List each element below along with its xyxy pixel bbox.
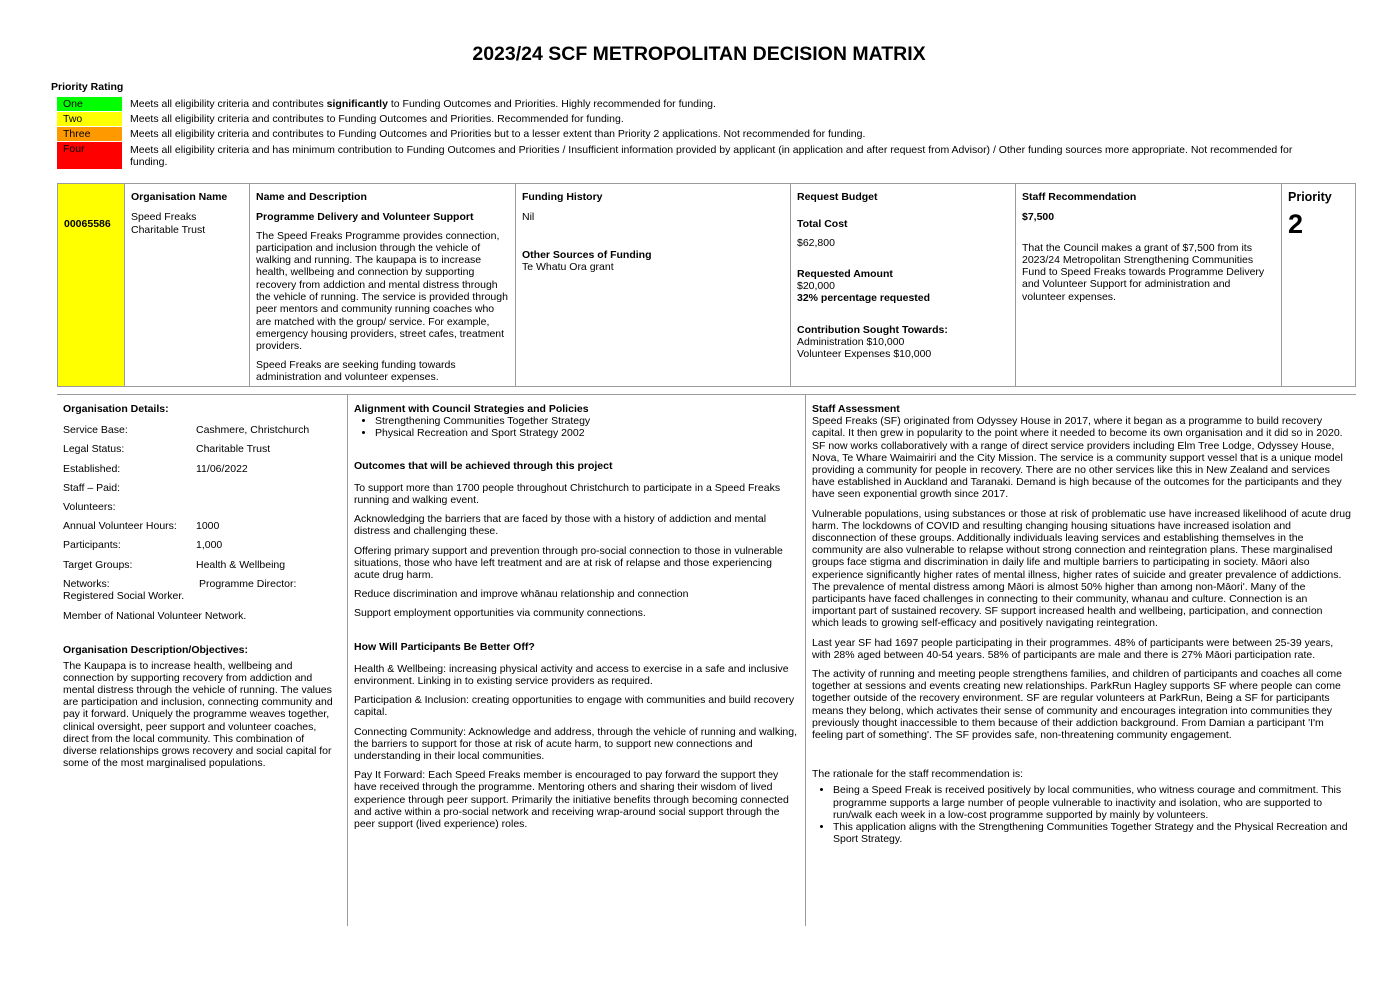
outcome-item: Offering primary support and prevention through pro-social connection to those in vulnerable situations, those who have left treatment and are at risk of relapse and those experiencing acute drug harm.: [354, 544, 783, 582]
requested-amount-label: Requested Amount: [797, 267, 893, 280]
priority-header: Priority: [1288, 190, 1332, 204]
org-details-section: [63, 403, 340, 769]
outcomes-heading: Outcomes that will be achieved through this project: [354, 459, 613, 472]
org-name-header: Organisation Name: [131, 191, 228, 203]
rationale-item: • This application aligns with the Strengthening Communities Together Strategy and the Physical Recreation and Sport Strategy.: [833, 821, 1352, 845]
project-name: Programme Delivery and Volunteer Support: [256, 211, 474, 224]
percent-requested: 32% percentage requested: [797, 292, 931, 305]
column-divider-2: [805, 395, 806, 926]
detail-legal-status: Legal Status: Charitable Trust: [63, 443, 271, 456]
detail-networks-cont: Registered Social Worker.: [63, 589, 185, 602]
staff-assessment-heading: Staff Assessment: [812, 403, 900, 415]
funding-history-cell: [516, 184, 791, 386]
other-sources-header: Other Sources of Funding: [522, 248, 652, 261]
staff-recommendation-cell: [1016, 184, 1282, 386]
priority-desc-one: Meets all eligibility criteria and contributes significantly to Funding Outcomes and Priorities. Highly recommended for funding.: [130, 98, 716, 110]
outcome-item: Acknowledging the barriers that are faced by those with a history of addiction and mental distress and challenging these.: [354, 513, 767, 538]
project-funding-purpose: Speed Freaks are seeking funding towards administration and volunteer expenses.: [256, 358, 456, 383]
other-sources-value: Te Whatu Ora grant: [522, 260, 614, 273]
outcome-item: Reduce discrimination and improve whānau relationship and connection: [354, 588, 689, 601]
funding-history-value: Nil: [522, 211, 535, 224]
detail-volunteer-hours: Annual Volunteer Hours: 1000: [63, 520, 220, 533]
staff-recommendation-text: That the Council makes a grant of $7,500 from its 2023/24 Metropolitan Strengthening Communities Fund to Speed Freaks towards Programme Delivery and Volunteer Support for administration and volunteer expenses.: [1022, 241, 1265, 303]
request-budget-header: Request Budget: [797, 191, 878, 203]
org-description-text: The Kaupapa is to increase health, wellbeing and connection by supporting recovery from addiction and mental distress through the vehicle of running. The values are participation and inclusion, connecting community and pay it forward. Uniquely the programme weaves together, clinical oversight, peer support and volunteer coaches, direct from the local community. This combination of diverse relationships grows recovery and social capital for some of the most marginalised populations.: [63, 659, 333, 770]
assessment-paragraph: Speed Freaks (SF) originated from Odyssey House in 2017, where it began as a programme to build recovery capital. It then grew in popularity to the point where it needed to become its own organisation and it did so in 2020. SF now works collaboratively with a range of direct service providers including Elm Tree Lodge, Odyssey House, Nova, Te Whare Waimairiri and the City Mission. The service is a community support vessel that is a unique model providing a community for people in recovery. There are no other services like this in New Zealand and services have established in Auckland and Taranaki. Demand is high because of the outcomes for the participants and they have seen exponential growth since 2017.: [812, 415, 1343, 501]
detail-staff-paid: Staff – Paid:: [63, 481, 121, 494]
priority-desc-three: Meets all eligibility criteria and contributes to Funding Outcomes and Priorities but to a lesser extent than Priority 2 applications. Not recommended for funding.: [130, 128, 866, 140]
org-name-cell: [125, 184, 250, 386]
application-id-cell: [58, 184, 125, 386]
priority-swatch-three: Three: [57, 127, 122, 141]
priority-row-four: [57, 142, 122, 169]
better-off-heading: How Will Participants Be Better Off?: [354, 640, 535, 653]
outcome-item: To support more than 1700 people throughout Christchurch to participate in a Speed Freaks running and walking event.: [354, 481, 781, 507]
priority-rating-heading: Priority Rating: [51, 81, 124, 93]
detail-volunteers: Volunteers:: [63, 500, 116, 513]
staff-assessment-section: [812, 403, 1352, 846]
better-off-item: Health & Wellbeing: increasing physical activity and access to exercise in a safe and inclusive environment. Linking in to existing service providers as required.: [354, 662, 789, 688]
org-details-heading: Organisation Details:: [63, 403, 169, 415]
alignment-heading: Alignment with Council Strategies and Policies: [354, 403, 589, 415]
contribution-admin: Administration $10,000: [797, 336, 905, 349]
application-table: [57, 183, 1356, 387]
rationale-intro: The rationale for the staff recommendation is:: [812, 768, 1024, 781]
priority-swatch-one: One: [57, 97, 122, 111]
contribution-volunteer: Volunteer Expenses $10,000: [797, 348, 932, 361]
requested-amount-value: $20,000: [797, 280, 835, 293]
better-off-item: Pay It Forward: Each Speed Freaks member is encouraged to pay forward the support they have received through the programme. Mentoring others and sharing their wisdom of lived experience through peer support. Primarily the initiative benefits through becoming connected and active within a pro-social network and receiving wrap-around social support through the peer support (lived experience) roles.: [354, 769, 789, 831]
strategy-item: • Physical Recreation and Sport Strategy 2002: [375, 427, 800, 439]
page-title: 2023/24 SCF METROPOLITAN DECISION MATRIX: [472, 43, 926, 65]
strategy-item: • Strengthening Communities Together Strategy: [375, 415, 800, 427]
priority-cell: [1282, 184, 1355, 386]
detail-participants: Participants: 1,000: [63, 539, 223, 552]
priority-row-one: [57, 97, 122, 111]
staff-recommendation-header: Staff Recommendation: [1022, 191, 1137, 203]
detail-networks: Networks: Programme Director:: [63, 577, 297, 590]
funding-history-header: Funding History: [522, 191, 603, 203]
application-id: 00065586: [64, 218, 111, 230]
org-description-heading: Organisation Description/Objectives:: [63, 644, 248, 657]
description-header: Name and Description: [256, 191, 367, 203]
assessment-paragraph: Vulnerable populations, using substances or those at risk of problematic use have increased likelihood of acute drug harm. The lockdowns of COVID and resulting changing housing situations have increased isolation and disconnection of these groups. Additionally individuals leaving services and establishing themselves in the community are also vulnerable to relapse without strong connection and reintegration plans. These marginalised groups face stigma and discrimination in daily life and multiple barriers to participating in society. Māori also experience significantly higher rates of mental illness, higher rates of suicide and greater prevalence of addictions. The prevalence of mental distress among Māori is almost 50% higher than among non-Māori'. Many of the participants have faced challenges in connecting to their community, whanau and culture. Connection is an important part of sustained recovery. SF support increased health and wellbeing, participation, and connection which leads to growing self-efficacy and positively navigating reintegration.: [812, 507, 1351, 630]
org-name: Speed Freaks Charitable Trust: [131, 211, 206, 236]
detail-target-groups: Target Groups: Health & Wellbeing: [63, 558, 286, 571]
priority-swatch-two: Two: [57, 112, 122, 126]
strategies-list: [354, 415, 800, 439]
priority-desc-two: Meets all eligibility criteria and contributes to Funding Outcomes and Priorities. Recommended for funding.: [130, 113, 624, 125]
project-description: The Speed Freaks Programme provides connection, participation and inclusion through the vehicle of walking and running. The kaupapa is to increase health, wellbeing and connection by supporting recovery from addiction and mental distress through the vehicle of running. The service is provided through peer mentors and community running coaches who are matched with the group/ service. For example, emergency housing providers, street cafes, treatment providers.: [256, 229, 508, 353]
priority-desc-four: Meets all eligibility criteria and has minimum contribution to Funding Outcomes and Priorities / Insufficient information provided by applicant (in application and after request from Advisor) / Other funding sources more appropriate. Not recommended for funding.: [130, 144, 1293, 168]
alignment-section: [354, 403, 800, 837]
rationale-list: [812, 784, 1352, 845]
better-off-item: Connecting Community: Acknowledge and address, through the vehicle of running and walking, the barriers to support for those at risk of acute harm, to support new connections and understanding in their local communities.: [354, 725, 798, 763]
detail-service-base: Service Base: Cashmere, Christchurch: [63, 424, 310, 437]
assessment-paragraph: The activity of running and meeting people strengthens families, and children of participants and coaches all come together at sessions and events creating new relationships. ParkRun Hagley supports SF where people can come together outside of the recovery environment. SF are regular volunteers at ParkRun, Being a SF for participants means they belong, which activates their sense of community and encourages integration into communities they previously thought inaccessible to them because of their addiction background. From Damian a participant 'I'm feeling part of something'. The SF provides safe, non-threatening community engagement.: [812, 668, 1342, 742]
priority-value: 2: [1288, 209, 1304, 240]
total-cost-value: $62,800: [797, 236, 835, 249]
priority-swatch-four: Four: [57, 142, 122, 169]
description-cell: [250, 184, 516, 386]
outcome-item: Support employment opportunities via community connections.: [354, 607, 646, 620]
section-divider: [57, 394, 1356, 395]
contribution-label: Contribution Sought Towards:: [797, 323, 948, 336]
rationale-item: • Being a Speed Freak is received positively by local communities, who witness courage and commitment. This programme supports a large number of people vulnerable to inactivity and isolation, who are supported to run/walk each week in a low-cost programme supported by mainly by volunteers.: [833, 784, 1352, 821]
total-cost-label: Total Cost: [797, 218, 848, 231]
column-divider-1: [347, 395, 348, 926]
request-budget-cell: [791, 184, 1016, 386]
priority-row-two: [57, 112, 122, 126]
assessment-paragraph: Last year SF had 1697 people participating in their programmes. 48% of participants were between 25-39 years, with 28% aged between 40-54 years. 58% of participants are male and there is 27% Māori participation rate.: [812, 636, 1334, 661]
detail-member: Member of National Volunteer Network.: [63, 610, 247, 623]
staff-recommendation-amount: $7,500: [1022, 211, 1055, 224]
priority-row-three: [57, 127, 122, 141]
detail-established: Established: 11/06/2022: [63, 462, 248, 475]
better-off-item: Participation & Inclusion: creating opportunities to engage with communities and build recovery capital.: [354, 694, 795, 719]
